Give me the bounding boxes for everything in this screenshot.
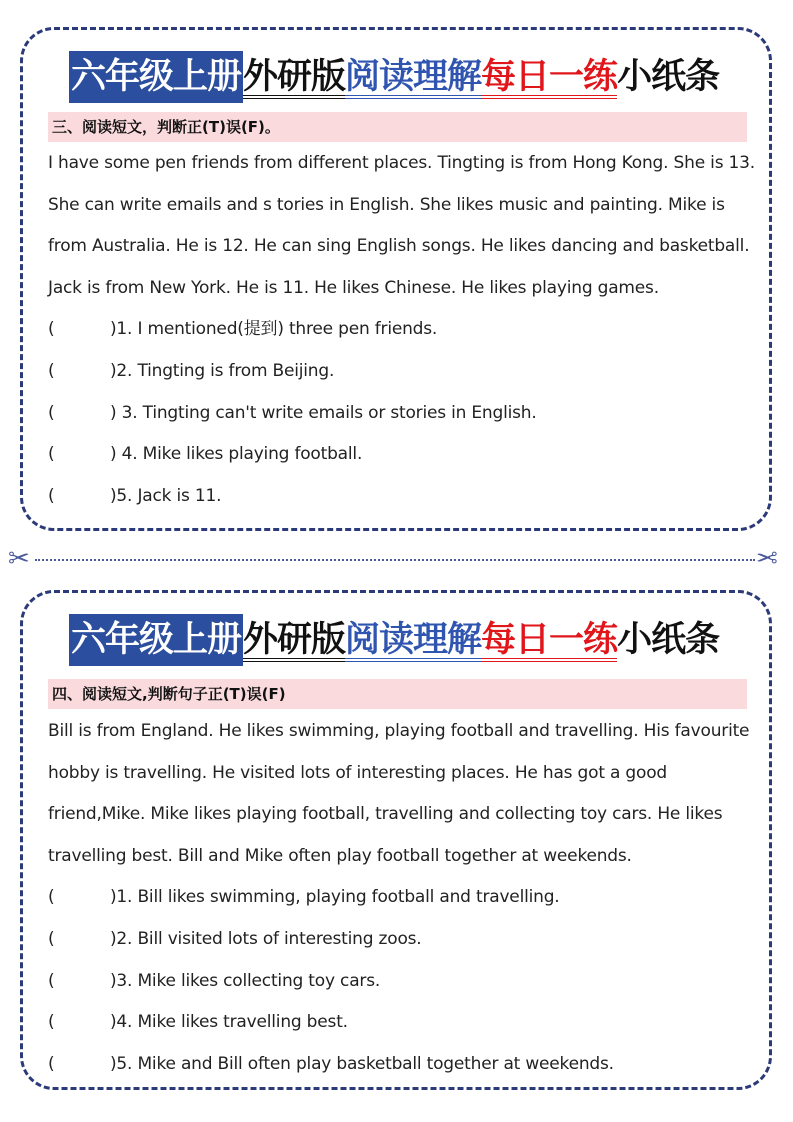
question-text: )4. Mike likes travelling best. [110, 1012, 348, 1033]
question-item [48, 877, 760, 919]
passage-line: She can write emails and s tories in English. She likes music and painting. Mike is [48, 194, 725, 215]
question-text: ) 3. Tingting can't write emails or stories in English. [110, 402, 537, 423]
passage-line: from Australia. He is 12. He can sing English songs. He likes dancing and basketball. [48, 236, 750, 257]
answer-blank[interactable]: ( [48, 485, 55, 506]
passage [48, 143, 760, 517]
question-item [48, 961, 760, 1003]
title-edition: 外研版 [243, 51, 345, 99]
title-grade: 六年级上册 [69, 614, 243, 666]
answer-blank[interactable]: ( [48, 1012, 55, 1033]
card-title [69, 51, 719, 103]
question-item [48, 393, 760, 435]
section-heading: 四、阅读短文,判断句子正(T)误(F) [48, 679, 747, 709]
title-slip: 小纸条 [617, 620, 720, 660]
title-reading: 阅读理解 [345, 614, 481, 662]
question-item [48, 434, 760, 476]
passage-line: I have some pen friends from different places. Tingting is from Hong Kong. She is 13. [48, 153, 755, 173]
answer-blank[interactable]: ( [48, 444, 55, 465]
title-reading: 阅读理解 [345, 51, 481, 99]
scissors-right-icon: ✂ [756, 544, 778, 574]
question-item [48, 1044, 760, 1086]
question-item [48, 309, 760, 351]
section-heading: 三、阅读短文，判断正(T)误(F)。 [48, 112, 747, 142]
passage-line: Jack is from New York. He is 11. He likes Chinese. He likes playing games. [48, 277, 659, 298]
title-edition: 外研版 [243, 614, 345, 662]
title-slip: 小纸条 [617, 57, 720, 97]
question-text: )1. I mentioned(提到) three pen friends. [110, 319, 438, 340]
passage-line: hobby is travelling. He visited lots of interesting places. He has got a good [48, 762, 667, 783]
question-text: )5. Jack is 11. [110, 485, 222, 506]
question-text: )5. Mike and Bill often play basketball together at weekends. [110, 1053, 614, 1074]
answer-blank[interactable]: ( [48, 970, 55, 991]
passage-line: travelling best. Bill and Mike often play football together at weekends. [48, 845, 632, 866]
cut-line-divider [35, 559, 755, 561]
worksheet-card-1 [20, 27, 772, 531]
title-daily: 每日一练 [481, 51, 617, 99]
answer-blank[interactable]: ( [48, 928, 55, 949]
question-item [48, 351, 760, 393]
question-item [48, 919, 760, 961]
answer-blank[interactable]: ( [48, 887, 55, 908]
title-daily: 每日一练 [481, 614, 617, 662]
passage-line: friend,Mike. Mike likes playing football, travelling and collecting toy cars. He likes [48, 804, 723, 825]
passage [48, 711, 760, 1085]
answer-blank[interactable]: ( [48, 1053, 55, 1074]
card-title [69, 614, 719, 666]
question-text: )2. Tingting is from Beijing. [110, 360, 335, 381]
question-text: )3. Mike likes collecting toy cars. [110, 970, 381, 991]
question-item [48, 1002, 760, 1044]
title-grade: 六年级上册 [69, 51, 243, 103]
answer-blank[interactable]: ( [48, 360, 55, 381]
question-item [48, 476, 760, 518]
question-text: )2. Bill visited lots of interesting zoos. [110, 928, 422, 949]
scissors-left-icon: ✂ [8, 544, 30, 574]
question-text: ) 4. Mike likes playing football. [110, 444, 363, 465]
question-text: )1. Bill likes swimming, playing football and travelling. [110, 887, 560, 908]
answer-blank[interactable]: ( [48, 402, 55, 423]
passage-line: Bill is from England. He likes swimming, playing football and travelling. His favourite [48, 721, 750, 741]
worksheet-card-2 [20, 590, 772, 1090]
answer-blank[interactable]: ( [48, 319, 55, 340]
